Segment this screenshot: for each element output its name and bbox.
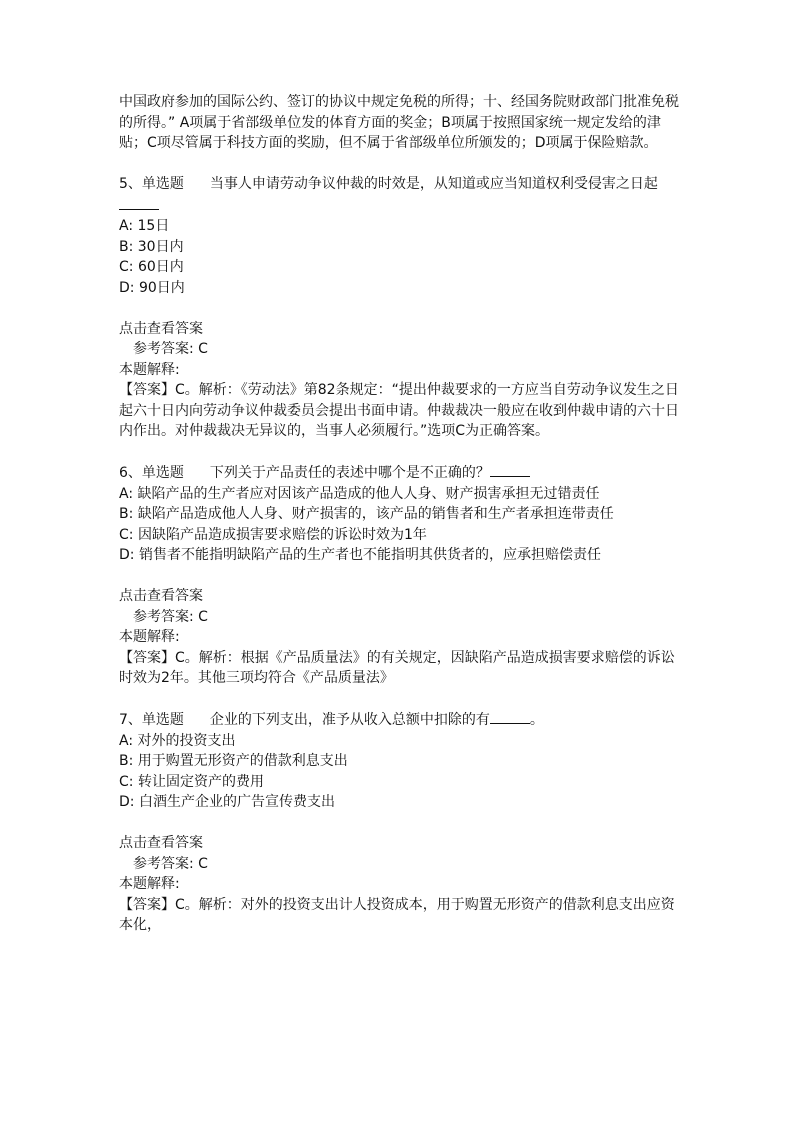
option-d: D: 白酒生产企业的广告宣传费支出 <box>119 794 335 810</box>
explanation-text: 【答案】C。解析：对外的投资支出计人投资成本，用于购置无形资产的借款利息支出应资本化， <box>119 896 675 933</box>
explain-label: 本题解释: <box>119 361 180 378</box>
question-type: 7、单选题 <box>119 712 184 728</box>
option-a: A: 缺陷产品的生产者应对因该产品造成的他人人身、财产损害承担无过错责任 <box>119 485 600 502</box>
option-c: C: 60日内 <box>119 259 184 275</box>
question-stem <box>119 709 679 731</box>
question-type: 5、单选题 <box>119 176 184 192</box>
question-stem <box>119 174 679 216</box>
question-text: 企业的下列支出，准予从收入总额中扣除的有 <box>209 712 490 728</box>
spacer <box>119 298 679 319</box>
document-page <box>119 92 679 936</box>
answer-blank <box>119 195 159 210</box>
option-d: D: 销售者不能指明缺陷产品的生产者也不能指明其供货者的，应承担赔偿责任 <box>119 547 601 563</box>
spacer <box>119 689 679 710</box>
question-type: 6、单选题 <box>119 465 184 481</box>
spacer <box>119 813 679 834</box>
option-b: B: 缺陷产品造成他人人身、财产损害的，该产品的销售者和生产者承担连带责任 <box>119 506 614 522</box>
option-a: A: 15日 <box>119 218 170 234</box>
explain-label: 本题解释: <box>119 876 180 892</box>
question-text: 下列关于产品责任的表述中哪个是不正确的？ <box>209 465 490 481</box>
reference-answer: 参考答案: C <box>133 855 208 872</box>
intro-paragraph: 中国政府参加的国际公约、签订的协议中规定免税的所得；十、经国务院财政部门批准免税的所得。” A项属于省部级单位发的体育方面的奖金；B项属于按照国家统一规定发给的津贴；C项尽管属于科技方面的奖励，但不属于省部级单位所颁发的；D项属于保险赔款。 <box>119 94 679 151</box>
option-b: B: 30日内 <box>119 238 184 255</box>
reference-answer: 参考答案: C <box>133 341 208 357</box>
spacer <box>119 566 679 587</box>
reference-answer: 参考答案: C <box>133 608 208 625</box>
spacer <box>119 154 679 175</box>
question-7 <box>119 709 679 936</box>
option-c: C: 因缺陷产品造成损害要求赔偿的诉讼时效为1年 <box>119 526 427 543</box>
option-b: B: 用于购置无形资产的借款利息支出 <box>119 753 348 769</box>
explain-label: 本题解释: <box>119 629 180 645</box>
spacer <box>119 442 679 463</box>
question-suffix: 。 <box>529 712 544 728</box>
view-answer-link[interactable]: 点击查看答案 <box>119 835 203 851</box>
explanation-text: 【答案】C。解析：《劳动法》第82条规定：“提出仲裁要求的一方应当自劳动争议发生之日起六十日内向劳动争议仲裁委员会提出书面申请。仲裁裁决一般应在收到仲裁申请的六十日内作出。对仲裁裁决无异议的，当事人必须履行。”选项C为正确答案。 <box>119 382 679 439</box>
question-text: 当事人申请劳动争议仲裁的时效是，从知道或应当知道权利受侵害之日起 <box>209 176 658 192</box>
answer-blank <box>490 462 530 477</box>
answer-blank <box>490 709 530 724</box>
explanation-text: 【答案】C。解析：根据《产品质量法》的有关规定，因缺陷产品造成损害要求赔偿的诉讼时效为2年。其他三项均符合《产品质量法》 <box>119 649 675 686</box>
option-d: D: 90日内 <box>119 279 185 296</box>
question-5 <box>119 174 679 442</box>
option-a: A: 对外的投资支出 <box>119 732 236 749</box>
question-6 <box>119 462 679 689</box>
view-answer-link[interactable]: 点击查看答案 <box>119 320 203 337</box>
question-stem <box>119 462 679 484</box>
view-answer-link[interactable]: 点击查看答案 <box>119 588 203 604</box>
option-c: C: 转让固定资产的费用 <box>119 773 264 790</box>
